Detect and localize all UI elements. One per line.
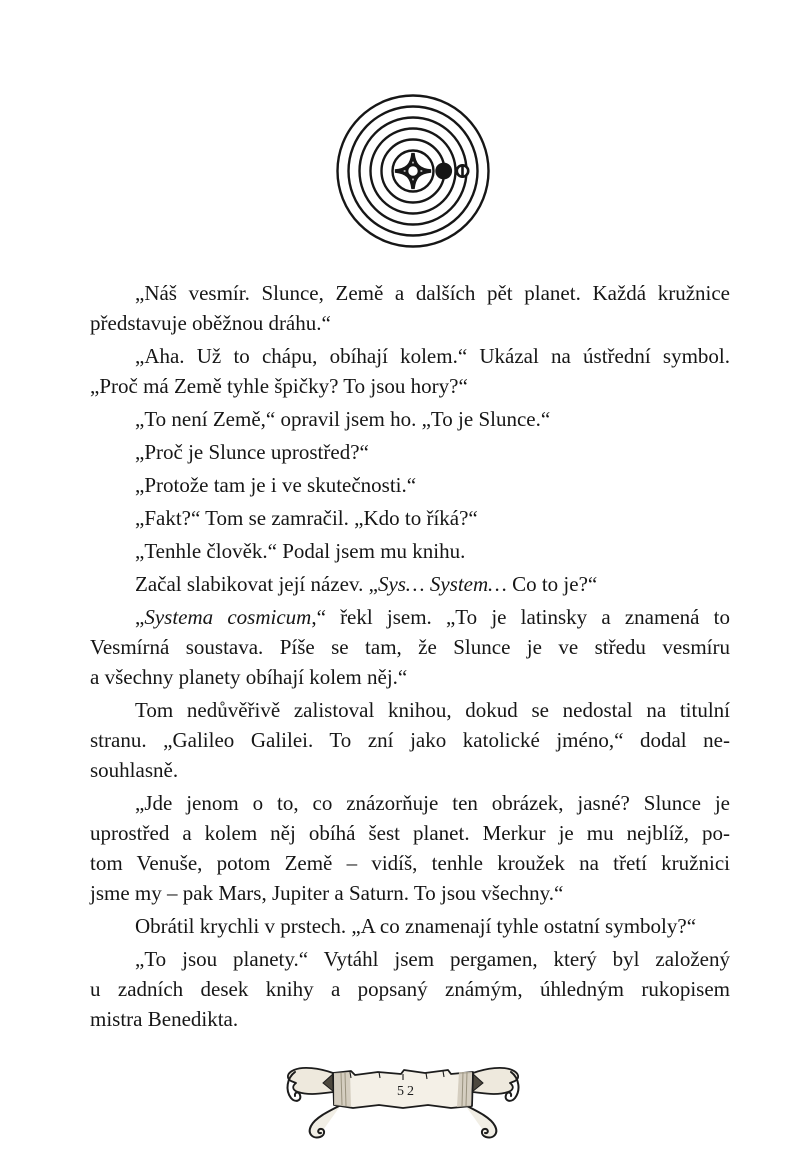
paragraph-line: „Aha. Už to chápu, obíhají kolem.“ Ukázal na ústřední symbol. (135, 344, 730, 368)
paragraph (90, 404, 730, 434)
paragraph-line: „Jde jenom o to, co znázorňuje ten obrázek, jasné? Slunce je (135, 791, 730, 815)
paragraph-line: „Proč je Slunce uprostřed?“ (135, 440, 369, 464)
heliocentric-diagram (328, 86, 498, 256)
paragraph-line: „Protože tam je i ve skutečnosti.“ (135, 473, 417, 497)
paragraph-line: Obrátil krychli v prstech. „A co znamenají tyhle ostatní symboly?“ (135, 914, 697, 938)
paragraph (90, 788, 730, 908)
banner-right-wing (472, 1068, 518, 1101)
open-planet-symbol (457, 165, 468, 178)
paragraph-line: tom Venuše, potom Země – vidíš, tenhle kroužek na třetí kružnici (90, 851, 730, 875)
paragraph-line: „Proč má Země tyhle špičky? To jsou hory?“ (90, 374, 468, 398)
paragraph-line: stranu. „Galileo Galilei. To zní jako katolické jméno,“ dodal ne- (90, 728, 730, 752)
paragraph-line: „Systema cosmicum,“ řekl jsem. „To je latinsky a znamená to (135, 605, 730, 629)
paragraph-line: souhlasně. (90, 758, 179, 782)
paragraph-line: „To není Země,“ opravil jsem ho. „To je Slunce.“ (135, 407, 551, 431)
paragraph (90, 536, 730, 566)
paragraph (90, 470, 730, 500)
paragraph-line: a všechny planety obíhají kolem něj.“ (90, 665, 408, 689)
paragraph (90, 695, 730, 785)
paragraph-line: Vesmírná soustava. Píše se tam, že Slunce je ve středu vesmíru (90, 635, 730, 659)
page-number-banner (283, 1058, 523, 1146)
paragraph (90, 944, 730, 1034)
paragraph-line: uprostřed a kolem něj obíhá šest planet. Merkur je mu nejblíž, po- (90, 821, 730, 845)
paragraph-line: „To jsou planety.“ Vytáhl jsem pergamen, který byl založený (135, 947, 730, 971)
paragraph (90, 911, 730, 941)
paragraph (90, 278, 730, 338)
paragraph (90, 569, 730, 599)
paragraph-line: „Fakt?“ Tom se zamračil. „Kdo to říká?“ (135, 506, 478, 530)
paragraph (90, 437, 730, 467)
paragraph-line: „Náš vesmír. Slunce, Země a dalších pět planet. Každá kružnice (135, 281, 730, 305)
paragraph (90, 503, 730, 533)
paragraph-line: Tom nedůvěřivě zalistoval knihou, dokud se nedostal na titulní (135, 698, 730, 722)
paragraph-line: „Tenhle člověk.“ Podal jsem mu knihu. (135, 539, 466, 563)
paragraph-line: mistra Benedikta. (90, 1007, 239, 1031)
filled-planet-dot (435, 163, 452, 180)
paragraph-line: Začal slabikovat její název. „Sys… System… Co to je?“ (135, 572, 598, 596)
banner-right-lower-curl (465, 1105, 496, 1137)
sun-symbol (395, 153, 431, 189)
paragraph (90, 341, 730, 401)
paragraph-line: u zadních desek knihy a popsaný známým, úhledným rukopisem (90, 977, 730, 1001)
paragraph-line: jsme my – pak Mars, Jupiter a Saturn. To jsou všechny.“ (90, 881, 564, 905)
page-number: 52 (397, 1084, 417, 1099)
banner-left-wing (288, 1068, 334, 1101)
body-text (90, 278, 730, 1037)
paragraph (90, 602, 730, 692)
banner-left-lower-curl (310, 1105, 341, 1137)
paragraph-line: představuje oběžnou dráhu.“ (90, 311, 331, 335)
